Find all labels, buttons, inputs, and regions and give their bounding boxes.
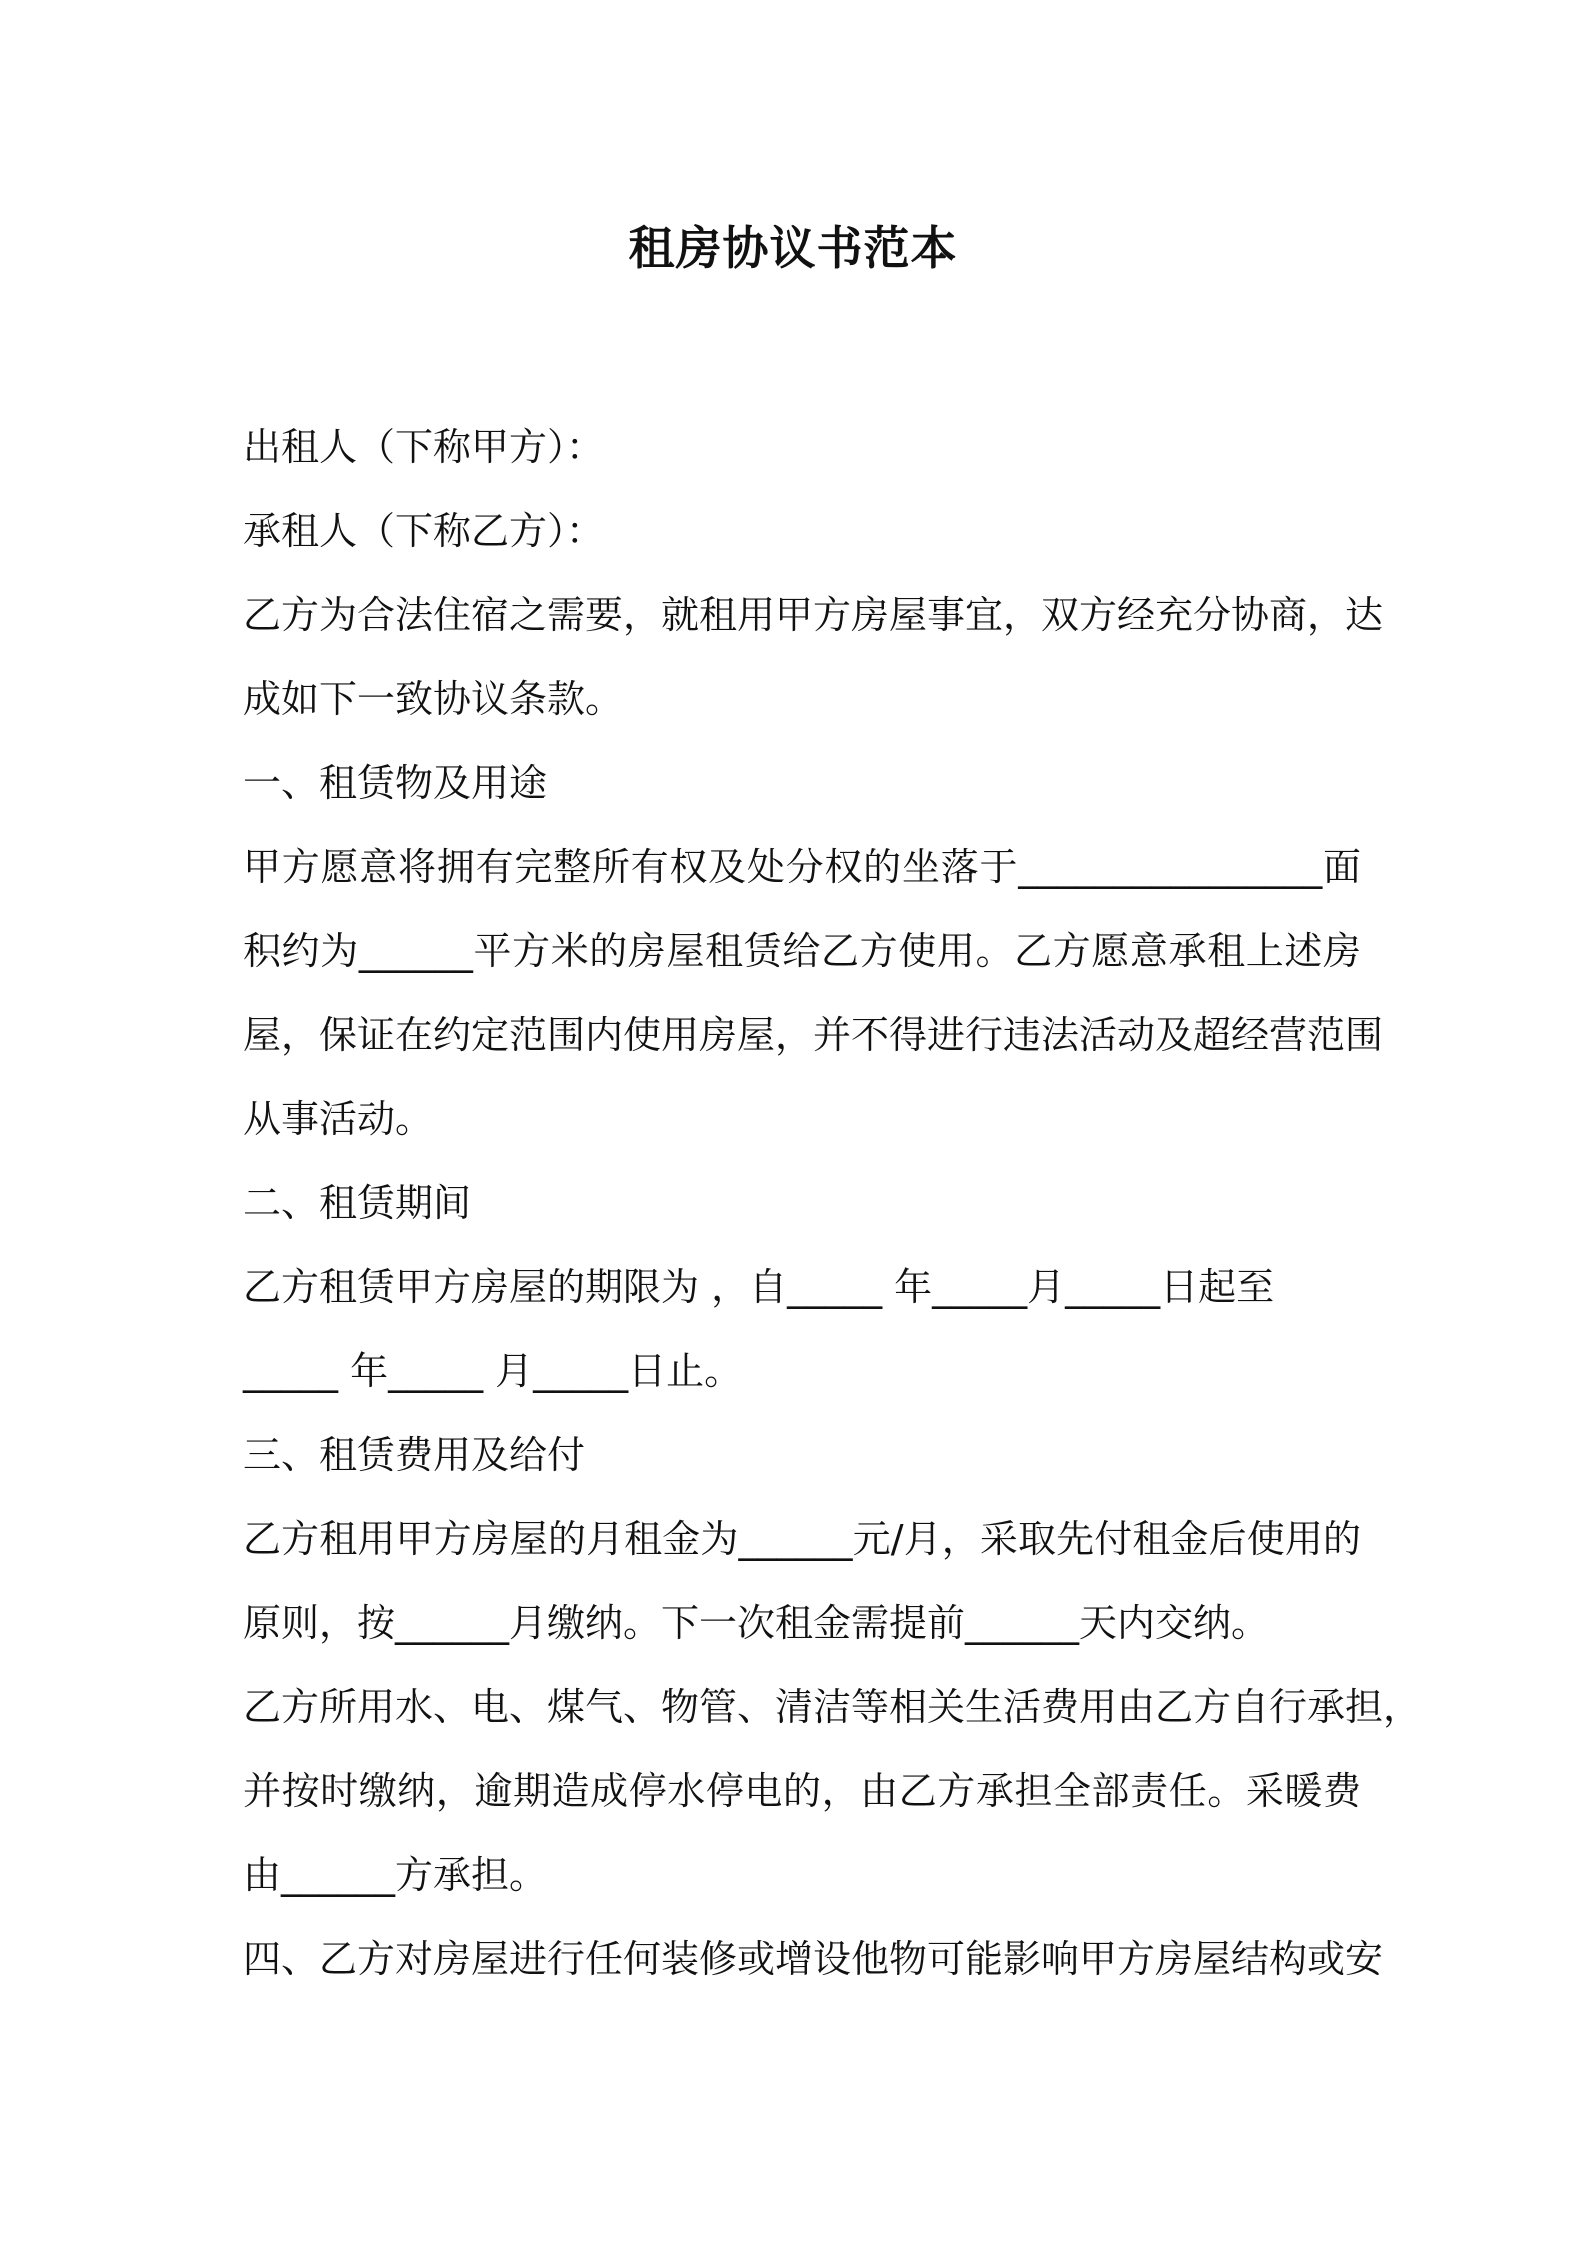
section-3-line-5: 由______方承担。 xyxy=(243,1853,548,1897)
section-1-line-1: 甲方愿意将拥有完整所有权及处分权的坐落于________________面 xyxy=(243,845,1361,889)
section-1-line-3: 屋，保证在约定范围内使用房屋，并不得进行违法活动及超经营范围 xyxy=(243,1013,1384,1057)
section-heading-1: 一、租赁物及用途 xyxy=(243,761,548,805)
document-title: 租房协议书范本 xyxy=(628,221,958,275)
preamble-line-1: 乙方为合法住宿之需要，就租用甲方房屋事宜，双方经充分协商，达 xyxy=(243,593,1384,637)
preamble-line-2: 成如下一致协议条款。 xyxy=(243,677,624,721)
section-1-line-4: 从事活动。 xyxy=(243,1097,434,1141)
section-2-line-2: _____ 年_____ 月_____日止。 xyxy=(243,1349,743,1393)
section-2-line-1: 乙方租赁甲方房屋的期限为 ，自_____ 年_____月_____日起至 xyxy=(243,1265,1275,1309)
section-4-line-1: 四、乙方对房屋进行任何装修或增设他物可能影响甲方房屋结构或安 xyxy=(243,1937,1384,1981)
section-3-line-1: 乙方租用甲方房屋的月租金为______元/月，采取先付租金后使用的 xyxy=(243,1517,1361,1561)
lessee-line: 承租人（下称乙方）： xyxy=(243,509,605,553)
section-heading-2: 二、租赁期间 xyxy=(243,1181,472,1225)
section-3-line-4: 并按时缴纳，逾期造成停水停电的，由乙方承担全部责任。采暖费 xyxy=(243,1769,1361,1813)
section-heading-3: 三、租赁费用及给付 xyxy=(243,1433,586,1477)
section-3-line-3: 乙方所用水、电、煤气、物管、清洁等相关生活费用由乙方自行承担， xyxy=(243,1685,1422,1729)
section-3-line-2: 原则，按______月缴纳。下一次租金需提前______天内交纳。 xyxy=(243,1601,1270,1645)
document-body xyxy=(243,405,1422,2001)
section-1-line-2: 积约为______平方米的房屋租赁给乙方使用。乙方愿意承租上述房 xyxy=(243,929,1361,973)
lessor-line: 出租人（下称甲方）： xyxy=(243,425,605,469)
